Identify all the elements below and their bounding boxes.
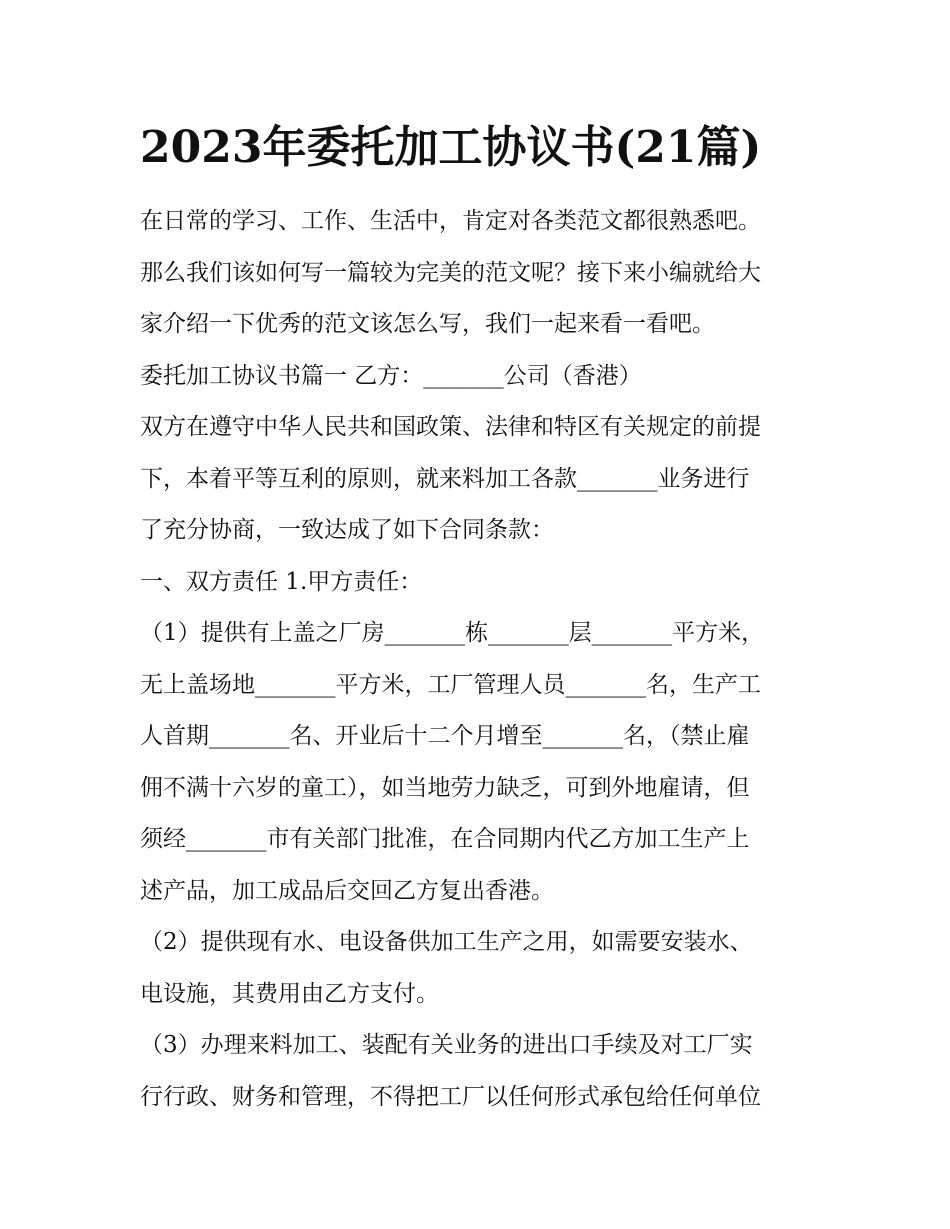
text-line: 须经_______市有关部门批准，在合同期内代乙方加工生产上	[140, 826, 750, 852]
document-body	[140, 196, 815, 1123]
text-line: 述产品，加工成品后交回乙方复出香港。	[140, 877, 554, 904]
text-line: 人首期_______名、开业后十二个月增至_______名，（禁止雇	[140, 723, 750, 749]
text-line: 佣不满十六岁的童工），如当地劳力缺乏，可到外地雇请，但	[140, 774, 750, 801]
text-line: 家介绍一下优秀的范文该怎么写，我们一起来看一看吧。	[140, 311, 715, 337]
section-heading: 委托加工协议书篇一 乙方：_______公司（香港）	[140, 362, 642, 389]
text-line: 那么我们该如何写一篇较为完美的范文呢？接下来小编就给大	[140, 259, 761, 286]
text-line: 双方在遵守中华人民共和国政策、法律和特区有关规定的前提	[140, 414, 761, 440]
text-line: （2）提供现有水、电设备供加工生产之用，如需要安装水、	[140, 929, 753, 955]
document-title: 2023年委托加工协议书(21篇)	[140, 122, 762, 173]
text-line: 无上盖场地_______平方米，工厂管理人员_______名，生产工	[140, 671, 761, 698]
text-line: （3）办理来料加工、装配有关业务的进出口手续及对工厂实	[140, 1032, 753, 1058]
text-line: 下，本着平等互利的原则，就来料加工各款_______业务进行	[140, 465, 750, 492]
text-line: 在日常的学习、工作、生活中，肯定对各类范文都很熟悉吧。	[140, 208, 761, 234]
text-line: 了充分协商，一致达成了如下合同条款：	[140, 517, 554, 543]
text-line: 电设施，其费用由乙方支付。	[140, 980, 439, 1007]
text-line: （1）提供有上盖之厂房_______栋_______层_______平方米，	[140, 620, 765, 646]
clause-heading: 一、双方责任 1.甲方责任：	[140, 568, 423, 595]
text-line: 行行政、财务和管理，不得把工厂以任何形式承包给任何单位	[140, 1083, 761, 1110]
